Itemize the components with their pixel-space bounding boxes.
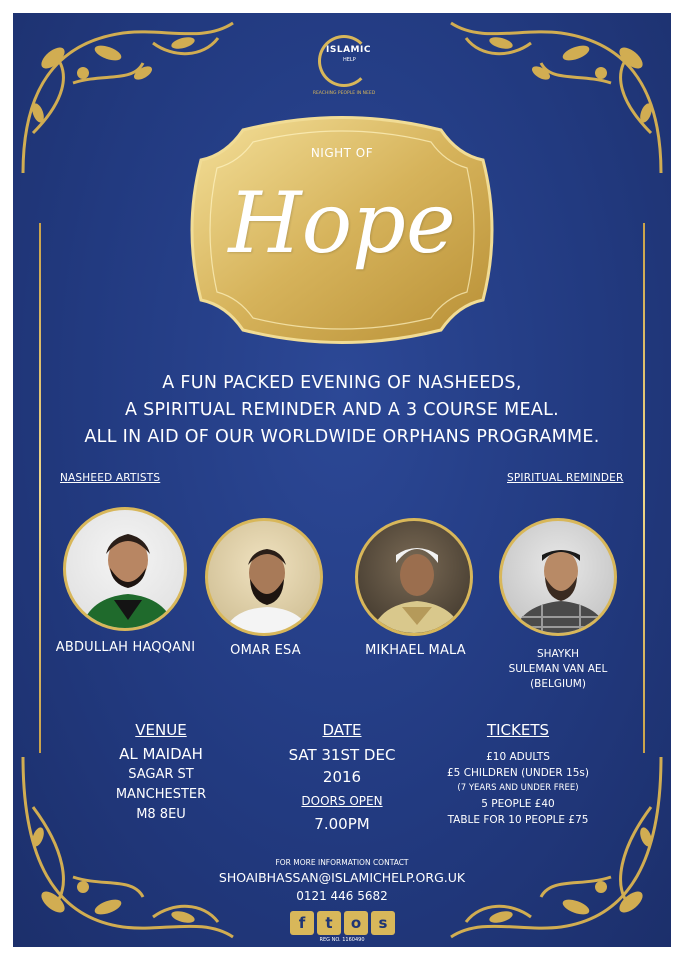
doors-open-time: 7.00PM xyxy=(314,815,370,833)
venue-line-3: MANCHESTER xyxy=(115,787,207,802)
artist-name-4-line-2: SULEMAN VAN AEL xyxy=(508,663,608,675)
tagline-line-1: A FUN PACKED EVENING OF NASHEEDS, xyxy=(162,373,522,393)
artist-photo-4 xyxy=(499,518,617,636)
contact-label: FOR MORE INFORMATION CONTACT xyxy=(275,858,409,867)
registration-number: REG NO. 1160490 xyxy=(319,937,365,943)
person-icon xyxy=(208,521,323,636)
logo-sub: HELP xyxy=(343,57,356,63)
person-icon xyxy=(502,521,617,636)
ticket-line-2: £5 CHILDREN (UNDER 15s) xyxy=(447,767,589,779)
venue-line-1: AL MAIDAH xyxy=(119,745,203,763)
artist-name-2: OMAR ESA xyxy=(230,643,301,658)
ticket-line-1: £10 ADULTS xyxy=(486,751,550,763)
artist-name-3: MIKHAEL MALA xyxy=(365,643,466,658)
venue-title: VENUE xyxy=(135,721,187,739)
label-spiritual-reminder: SPIRITUAL REMINDER xyxy=(507,472,624,484)
tickets-title: TICKETS xyxy=(486,721,550,739)
date-title: DATE xyxy=(322,721,362,739)
snapchat-icon[interactable]: s xyxy=(371,911,395,935)
facebook-icon[interactable]: f xyxy=(290,911,314,935)
artist-name-4-line-1: SHAYKH xyxy=(536,648,580,660)
title-small: NIGHT OF xyxy=(310,146,374,160)
tagline-line-3: ALL IN AID OF OUR WORLDWIDE ORPHANS PROGRAMME. xyxy=(84,427,600,447)
venue-line-4: M8 8EU xyxy=(136,807,186,822)
tagline-line-2: A SPIRITUAL REMINDER AND A 3 COURSE MEAL. xyxy=(124,400,560,420)
artist-name-1: ABDULLAH HAQQANI xyxy=(55,640,196,655)
date-line-2: 2016 xyxy=(322,768,362,786)
artist-photo-2 xyxy=(205,518,323,636)
border-line-right xyxy=(643,223,645,753)
venue-line-2: SAGAR ST xyxy=(128,767,194,782)
poster-panel xyxy=(13,13,671,947)
twitter-icon[interactable]: t xyxy=(317,911,341,935)
title-script: Hope xyxy=(228,174,456,272)
contact-phone[interactable]: 0121 446 5682 xyxy=(296,889,388,903)
islamic-help-logo xyxy=(308,33,378,103)
instagram-icon[interactable]: o xyxy=(344,911,368,935)
date-line-1: SAT 31ST DEC xyxy=(288,746,396,764)
logo-name: ISLAMIC xyxy=(326,45,371,55)
artist-photo-3 xyxy=(355,518,473,636)
person-icon xyxy=(358,521,473,636)
border-line-left xyxy=(39,223,41,753)
ticket-line-4: 5 PEOPLE £40 xyxy=(481,798,555,810)
artist-photo-1 xyxy=(63,507,187,631)
artist-name-4-line-3: (BELGIUM) xyxy=(530,678,586,690)
label-nasheed-artists: NASHEED ARTISTS xyxy=(60,472,161,484)
ticket-line-3: (7 YEARS AND UNDER FREE) xyxy=(457,783,579,793)
person-icon xyxy=(66,510,187,631)
logo-tagline: REACHING PEOPLE IN NEED xyxy=(312,91,376,96)
ticket-line-5: TABLE FOR 10 PEOPLE £75 xyxy=(447,814,589,826)
contact-email[interactable]: SHOAIBHASSAN@ISLAMICHELP.ORG.UK xyxy=(218,870,466,885)
doors-open-label: DOORS OPEN xyxy=(301,794,383,808)
